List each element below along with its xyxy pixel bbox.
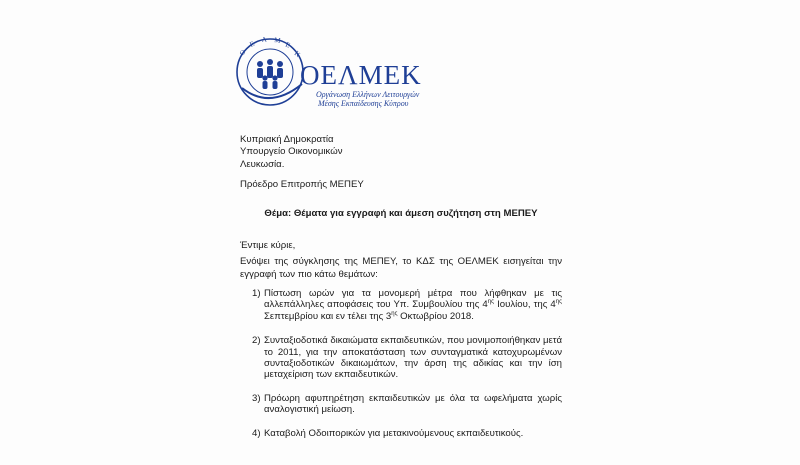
intro-paragraph bbox=[240, 256, 562, 281]
subject-line: Θέμα: Θέματα για εγγραφή και άμεση συζήτηση στη ΜΕΠΕΥ bbox=[264, 208, 538, 219]
list-item-number: 2) bbox=[252, 335, 261, 347]
list-item-line: Καταβολή Οδοιπορικών για μετακινούμενους εκπαιδευτικούς. bbox=[264, 427, 524, 439]
list-item-line: Πρόωρη αφυπηρέτηση εκπαιδευτικών με όλα τα ωφελήματα χωρίς bbox=[264, 392, 562, 404]
recipient: Πρόεδρο Επιτροπής ΜΕΠΕΥ bbox=[240, 179, 364, 190]
logo-subtitle-line1: Οργάνωση Ελλήνων Λειτουργών bbox=[316, 90, 420, 99]
svg-text:Λ: Λ bbox=[261, 35, 268, 44]
list-item-line: Πίστωση ωρών για τα μονομερή μέτρα που λήφθηκαν με τις bbox=[264, 288, 562, 299]
address-block bbox=[240, 134, 343, 171]
agenda-list bbox=[240, 288, 562, 439]
greeting: Έντιμε κύριε, bbox=[240, 240, 296, 251]
intro-line-1: Ενόψει της σύγκλησης της ΜΕΠΕΥ, το ΚΔΣ της ΟΕΛΜΕΚ εισηγείται την bbox=[240, 256, 562, 267]
svg-text:Ο: Ο bbox=[238, 48, 248, 58]
svg-text:Κ: Κ bbox=[292, 49, 302, 59]
list-item-number: 3) bbox=[252, 392, 261, 404]
list-item-line: αναλογιστική μείωση. bbox=[264, 404, 355, 416]
address-line-2: Υπουργείο Οικονομικών bbox=[240, 146, 343, 158]
oelmek-logo bbox=[232, 26, 422, 112]
list-item bbox=[240, 393, 562, 416]
address-line-3: Λευκωσία. bbox=[240, 158, 285, 170]
list-item-line: συνταξιοδοτικών δικαιωμάτων, την άρση της αδικίας και την ίση bbox=[264, 358, 562, 370]
list-item-line: το 2011, για την αποκατάσταση των συνταγματικά κατοχυρωμένων bbox=[264, 346, 562, 358]
list-item bbox=[240, 428, 562, 439]
svg-text:Μ: Μ bbox=[273, 36, 282, 45]
list-item bbox=[240, 335, 562, 381]
logo-subtitle-line2: Μέσης Εκπαίδευσης Κύπρου bbox=[318, 99, 409, 108]
list-item-line: μεταχείριση των εκπαιδευτικών. bbox=[264, 369, 399, 381]
list-item bbox=[240, 288, 562, 322]
list-item-line: Σεπτεμβρίου και εν τέλει της $3^{\eta\varsigma}$ Οκτωβρίου 2018. bbox=[264, 310, 474, 322]
address-line-1: Κυπριακή Δημοκρατία bbox=[240, 134, 334, 145]
list-item-number: 4) bbox=[252, 427, 261, 439]
list-item-line: Συνταξιοδοτικά δικαιώματα εκπαιδευτικών, που μονιμοποιήθηκαν μετά bbox=[264, 335, 562, 347]
list-item-number: 1) bbox=[252, 288, 261, 299]
svg-text:Ε: Ε bbox=[248, 39, 256, 49]
logo-name: ΟΕΛΜΕΚ bbox=[300, 60, 422, 90]
svg-text:Ε: Ε bbox=[284, 40, 292, 50]
list-item-line: αλλεπάλληλες αποφάσεις του Υπ. Συμβουλίου της $4^{\eta\varsigma}$ Ιουλίου, της $4^{\eta\varsigma}$ bbox=[264, 299, 562, 311]
intro-line-2: εγγραφή των πιο κάτω θεμάτων: bbox=[240, 268, 378, 280]
